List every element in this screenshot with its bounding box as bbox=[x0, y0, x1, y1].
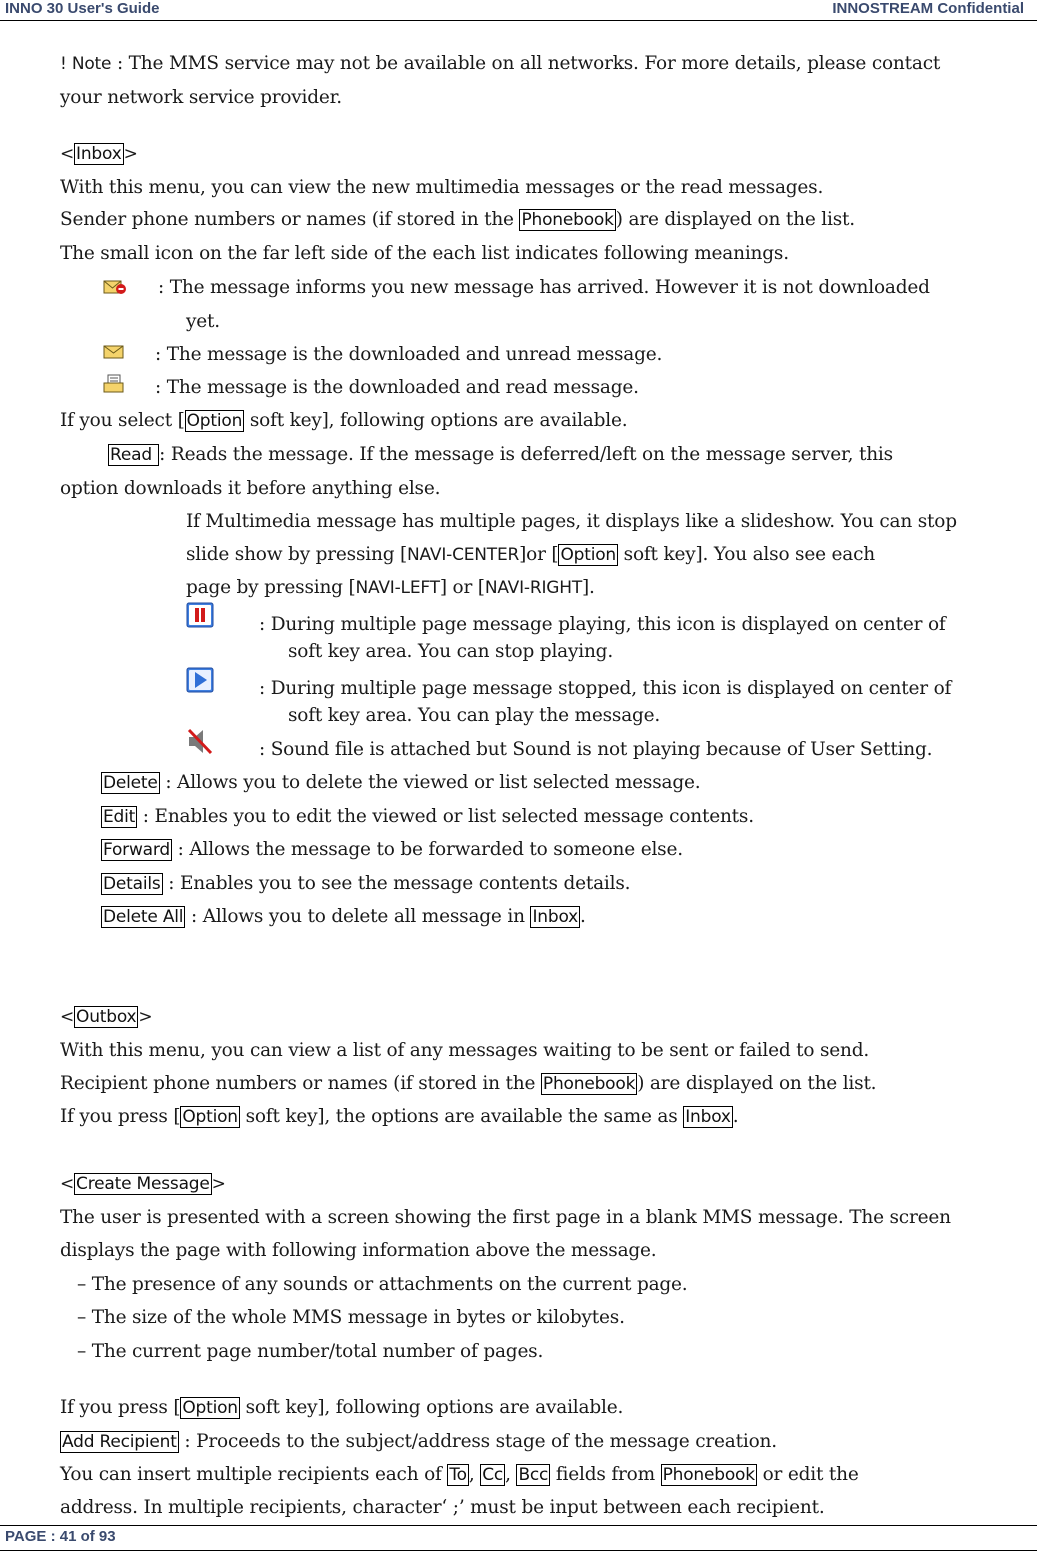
new-message-desc-2: yet. bbox=[186, 311, 220, 332]
bcc-field-ref: Bcc bbox=[518, 1465, 549, 1485]
inbox-ref: Inbox bbox=[532, 907, 579, 927]
create-heading: < Create Message > bbox=[60, 1174, 226, 1194]
create-line-2: displays the page with following information above the message. bbox=[60, 1240, 657, 1261]
inbox-option-line: If you select [ Option soft key], following options are available. bbox=[60, 410, 628, 431]
note-label: ! Note bbox=[60, 54, 112, 74]
mute-desc: : Sound file is attached but Sound is not playing because of User Setting. bbox=[259, 739, 933, 760]
read-message-desc: : The message is the downloaded and read message. bbox=[155, 377, 639, 398]
page-header bbox=[0, 0, 1037, 21]
create-option-line: If you press [ Option soft key], following options are available. bbox=[60, 1397, 624, 1418]
page-footer bbox=[0, 1525, 1037, 1551]
multimedia-line-3: page by pressing [NAVI-LEFT] or [NAVI-RIGHT]. bbox=[186, 577, 595, 598]
outbox-title: Outbox bbox=[76, 1007, 137, 1027]
inbox-line-3: The small icon on the far left side of the each list indicates following meanings. bbox=[60, 243, 789, 264]
pause-icon bbox=[186, 602, 214, 628]
new-message-desc-1: : The message informs you new message has arrived. However it is not downloaded bbox=[158, 277, 930, 298]
read-option-label: Read bbox=[110, 445, 158, 465]
unread-message-desc: : The message is the downloaded and unread message. bbox=[155, 344, 663, 365]
phonebook-ref: Phonebook bbox=[542, 1074, 636, 1094]
delete-option: Delete : Allows you to delete the viewed or list selected message. bbox=[103, 772, 701, 793]
outbox-line-1: With this menu, you can view a list of any messages waiting to be sent or failed to send. bbox=[60, 1040, 870, 1061]
forward-option: Forward : Allows the message to be forwarded to someone else. bbox=[103, 839, 683, 860]
read-option-line-2: option downloads it before anything else. bbox=[60, 478, 441, 499]
option-key-ref: Option bbox=[182, 1398, 238, 1418]
option-key-ref: Option bbox=[182, 1107, 238, 1127]
create-bullet-3: – The current page number/total number of pages. bbox=[77, 1341, 544, 1362]
cc-field-ref: Cc bbox=[482, 1465, 504, 1485]
inbox-line-1: With this menu, you can view the new multimedia messages or the read messages. bbox=[60, 177, 824, 198]
delete-all-label: Delete All bbox=[103, 907, 184, 927]
recipients-line: You can insert multiple recipients each of To , Cc , Bcc fields from Phonebook or edit the bbox=[60, 1464, 859, 1485]
new-message-icon bbox=[103, 278, 127, 296]
edit-option: Edit : Enables you to edit the viewed or list selected message contents. bbox=[103, 806, 754, 827]
outbox-line-2: Recipient phone numbers or names (if stored in the Phonebook ) are displayed on the list. bbox=[60, 1073, 877, 1094]
note-line-1: ! Note : The MMS service may not be available on all networks. For more details, please contact bbox=[60, 53, 941, 74]
recipients-line-2: address. In multiple recipients, character‘ ;’ must be input between each recipient. bbox=[60, 1497, 825, 1518]
read-option-line: Read : Reads the message. If the message is deferred/left on the message server, this bbox=[110, 444, 893, 465]
outbox-heading: < Outbox > bbox=[60, 1007, 153, 1027]
read-message-icon bbox=[103, 374, 125, 394]
to-field-ref: To bbox=[449, 1465, 467, 1485]
multimedia-line-1: If Multimedia message has multiple pages, it displays like a slideshow. You can stop bbox=[186, 511, 957, 532]
edit-label: Edit bbox=[103, 807, 136, 827]
phonebook-ref: Phonebook bbox=[662, 1465, 755, 1485]
delete-all-option: Delete All : Allows you to delete all message in Inbox . bbox=[103, 906, 586, 927]
multimedia-line-2: slide show by pressing [NAVI-CENTER]or [ Option soft key]. You also see each bbox=[186, 544, 875, 565]
note-line-2: your network service provider. bbox=[60, 87, 342, 108]
page-number: PAGE : 41 of 93 bbox=[5, 1528, 116, 1545]
create-bullet-1: – The presence of any sounds or attachments on the current page. bbox=[77, 1274, 688, 1295]
details-label: Details bbox=[103, 874, 161, 894]
add-recipient-option: Add Recipient : Proceeds to the subject/address stage of the message creation. bbox=[62, 1431, 777, 1452]
forward-label: Forward bbox=[103, 840, 170, 860]
play-desc-2: soft key area. You can play the message. bbox=[288, 705, 661, 726]
inbox-ref: Inbox bbox=[685, 1107, 731, 1127]
create-bullet-2: – The size of the whole MMS message in bytes or kilobytes. bbox=[77, 1307, 625, 1328]
unread-message-icon bbox=[103, 344, 125, 360]
doc-title: INNO 30 User's Guide bbox=[5, 0, 160, 17]
inbox-line-2: Sender phone numbers or names (if stored in the Phonebook ) are displayed on the list. bbox=[60, 209, 855, 230]
add-recipient-label: Add Recipient bbox=[62, 1432, 177, 1452]
phonebook-ref: Phonebook bbox=[521, 210, 614, 230]
mute-speaker-icon bbox=[186, 726, 214, 756]
option-key-ref: Option bbox=[560, 545, 616, 565]
play-icon bbox=[186, 667, 214, 693]
option-key-ref: Option bbox=[186, 411, 243, 431]
inbox-heading: < Inbox > bbox=[60, 144, 138, 164]
play-desc-1: : During multiple page message stopped, this icon is displayed on center of bbox=[259, 678, 952, 699]
confidential-label: INNOSTREAM Confidential bbox=[832, 0, 1024, 17]
outbox-line-3: If you press [ Option soft key], the options are available the same as Inbox . bbox=[60, 1106, 739, 1127]
create-line-1: The user is presented with a screen showing the first page in a blank MMS message. The screen bbox=[60, 1207, 951, 1228]
inbox-title: Inbox bbox=[76, 144, 122, 164]
pause-desc-1: : During multiple page message playing, this icon is displayed on center of bbox=[259, 614, 946, 635]
create-title: Create Message bbox=[76, 1174, 210, 1194]
delete-label: Delete bbox=[103, 773, 158, 793]
details-option: Details : Enables you to see the message contents details. bbox=[103, 873, 631, 894]
pause-desc-2: soft key area. You can stop playing. bbox=[288, 641, 614, 662]
